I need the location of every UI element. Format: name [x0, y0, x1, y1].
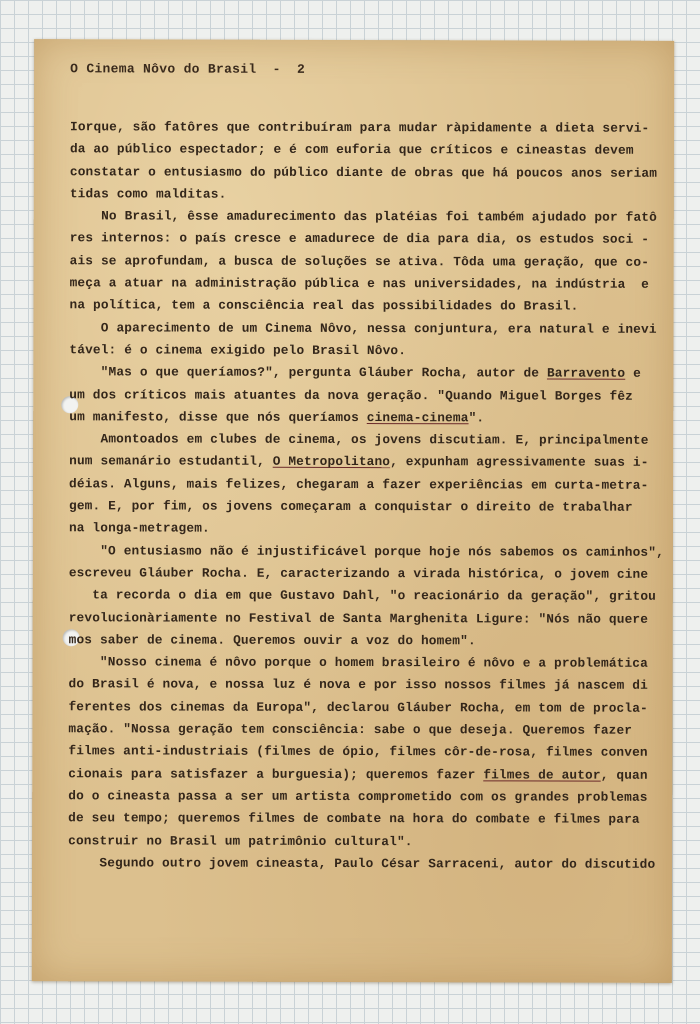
text-line [68, 540, 664, 564]
text-line [69, 428, 657, 452]
text-line [68, 718, 656, 742]
line-text: da ao público espectador; e é com euforia que críticos e cineastas devem [69, 141, 634, 159]
text-line [70, 139, 658, 163]
page-header: O Cinema Nôvo do Brasil - 2 [70, 61, 306, 77]
underlined-title: filmes de autor [483, 766, 601, 783]
line-text: "Nosso cinema é nôvo porque o homem brasileiro é nôvo e a problemática [68, 654, 648, 671]
typewritten-page [32, 39, 674, 983]
line-text: e [625, 365, 641, 382]
line-text: No Brasil, êsse amadurecimento das platéias foi também ajudado por fatô [69, 208, 658, 225]
text-line [69, 651, 657, 675]
underlined-title: O Metropolitano [272, 454, 391, 470]
text-line [68, 763, 656, 787]
line-text: de seu tempo; queremos filmes de combate na hora do combate e filmes para [68, 810, 640, 827]
text-line [69, 384, 657, 408]
line-text: do Brasil é nova, e nossa luz é nova e por isso nossos filmes já nascem di [68, 676, 648, 694]
line-text: cionais para satisfazer a burguesia); queremos fazer [68, 765, 484, 782]
text-line [69, 584, 657, 608]
line-text: Iorque, são fatôres que contribuíram para mudar ràpidamente a dieta servi- [69, 119, 650, 136]
line-text: do o cineasta passa a ser um artista comprometido com os grandes problemas [68, 788, 648, 805]
line-text: , expunham agressivamente suas i- [390, 454, 649, 471]
line-text: escreveu Gláuber Rocha. E, caracterizando a virada histórica, o jovem cine [68, 565, 649, 582]
line-text: Amontoados em clubes de cinema, os jovens discutiam. E, principalmente [69, 431, 649, 448]
line-text: res internos: o país cresce e amadurece de dia para dia, os estudos soci - [69, 230, 650, 248]
text-line [70, 161, 658, 185]
text-line [70, 183, 658, 207]
line-text: déias. Alguns, mais felizes, chegaram a fazer experiências em curta-metra- [69, 476, 649, 493]
text-line [68, 807, 656, 831]
text-line [69, 674, 657, 698]
line-text: revolucionàriamente no Festival de Santa Marghenita Ligure: "Nós não quere [68, 609, 649, 627]
line-text: na longa-metragem. [68, 520, 210, 536]
line-text: tável: é o cinema exigido pelo Brasil Nôvo. [69, 342, 407, 359]
line-text: "Mas o que queríamos?", pergunta Gláuber Rocha, autor de [69, 364, 547, 381]
text-line [70, 250, 658, 274]
text-line [70, 295, 658, 319]
text-line [69, 562, 657, 586]
line-text: Segundo outro jovem cineasta, Paulo César Sarraceni, autor do discutido [68, 855, 656, 872]
text-line [69, 406, 657, 430]
text-line [68, 741, 656, 765]
text-line [69, 451, 657, 475]
text-line [69, 473, 657, 497]
text-line [70, 205, 658, 229]
line-text: num semanário estudantil, [69, 453, 273, 470]
page-body [68, 116, 664, 876]
line-text: "O entusiasmo não é injustificável porque hoje nós sabemos os caminhos", [68, 542, 664, 560]
line-text: O aparecimento de um Cinema Nôvo, nessa conjuntura, era natural e inevi [69, 319, 657, 337]
text-line [70, 272, 658, 296]
line-text: na política, tem a consciência real das possibilidades do Brasil. [69, 297, 579, 314]
line-text: mação. "Nossa geração tem consciência: sabe o que deseja. Queremos fazer [68, 721, 633, 738]
line-text: gem. E, por fim, os jovens começaram a conquistar o direito de trabalhar [68, 498, 633, 515]
line-text: ". [468, 410, 485, 426]
text-line [68, 696, 656, 720]
line-text: ferentes dos cinemas da Europa", declarou Gláuber Rocha, em tom de procla- [68, 698, 648, 716]
line-text: tidas como malditas. [69, 186, 227, 202]
text-line [68, 785, 656, 809]
text-line [68, 830, 656, 854]
line-text: filmes anti-industriais (filmes de ópio, filmes côr-de-rosa, filmes conven [68, 743, 648, 761]
line-text: constatar o entusiasmo do público diante de obras que há poucos anos seriam [69, 163, 658, 181]
text-line [69, 607, 657, 631]
text-line [69, 317, 657, 341]
text-line [69, 495, 657, 519]
underlined-title: Barravento [546, 365, 626, 381]
text-line [70, 228, 658, 252]
line-text: ais se aprofundam, a busca de soluções se ativa. Tôda uma geração, que co- [69, 253, 650, 270]
line-text: um dos críticos mais atuantes da nova geração. "Quando Miguel Borges fêz [69, 386, 634, 404]
text-line [69, 362, 657, 386]
text-line [69, 518, 657, 542]
text-line [69, 629, 657, 653]
line-text: ta recorda o dia em que Gustavo Dahl, "o reacionário da geração", gritou [68, 587, 657, 605]
line-text: um manifesto, disse que nós queríamos [69, 409, 367, 425]
line-text: construir no Brasil um patrimônio cultural". [68, 832, 413, 849]
text-line [69, 339, 657, 363]
text-line [70, 116, 658, 140]
line-text: , quan [600, 767, 648, 783]
underlined-title: cinema-cinema [366, 409, 469, 426]
line-text: mos saber de cinema. Queremos ouvir a voz do homem". [68, 632, 476, 649]
text-line [68, 852, 656, 876]
line-text: meça a atuar na administração pública e nas universidades, na indústria e [69, 275, 649, 292]
